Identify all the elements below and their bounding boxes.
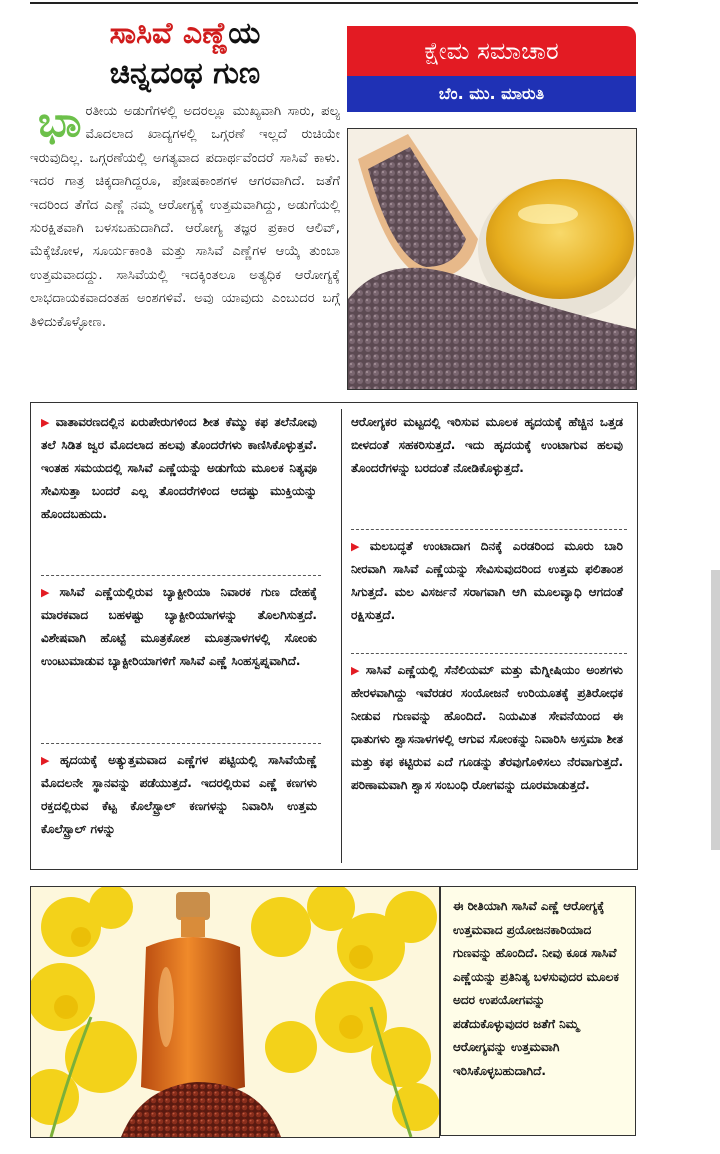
- section-divider: [41, 575, 321, 577]
- dropcap: ಭಾ: [38, 97, 82, 146]
- triangle-bullet-icon: ▶: [351, 540, 366, 553]
- benefit-text: ಮಲಬದ್ಧತೆ ಉಂಟಾದಾಗ ದಿನಕ್ಕೆ ಎರಡರಿಂದ ಮೂರು ಬಾರಿ ನೀರವಾಗಿ ಸಾಸಿವೆ ಎಣ್ಣೆಯನ್ನು ಸೇವಿಸುವುದರಿಂದ ಉತ್ತಮ ಫಲಿತಾಂಶ ಸಿಗುತ್ತದೆ. ಮಲ ವಿಸರ್ಜನೆ ಸರಾಗವಾಗಿ ಆಗಿ ಮೂಲವ್ಯಾಧಿ ಆಗದಂತೆ ರಕ್ಷಿಸುತ್ತದೆ.: [351, 539, 623, 622]
- mustard-seeds-oil-photo: [347, 128, 637, 390]
- section-divider: [351, 653, 627, 655]
- headline-black-suffix: ಯ: [228, 16, 261, 51]
- headline: [30, 14, 340, 94]
- column-title: ಕ್ಷೇಮ ಸಮಾಚಾರ: [347, 26, 636, 76]
- benefit-text: ವಾತಾವರಣದಲ್ಲಿನ ಏರುಪೇರುಗಳಿಂದ ಶೀತ ಕೆಮ್ಮು ಕಫ ತಲೆನೋವು ತಲೆ ಸಿಡಿತ ಜ್ವರ ಮೊದಲಾದ ಹಲವು ತೊಂದರೆಗಳು ಕಾಣಿಸಿಕೊಳ್ಳುತ್ತವೆ. ಇಂತಹ ಸಮಯದಲ್ಲಿ ಸಾಸಿವೆ ಎಣ್ಣೆಯನ್ನು ಅಡುಗೆಯ ಮೂಲಕ ನಿತ್ಯವೂ ಸೇವಿಸುತ್ತಾ ಬಂದರೆ ಎಲ್ಲ ತೊಂದರೆಗಳಿಂದ ಆದಷ್ಟು ಮುಕ್ತಿಯನ್ನು ಹೊಂದಬಹುದು.: [41, 415, 317, 521]
- benefit-heart: [41, 749, 317, 841]
- benefit-text: ಸಾಸಿವೆ ಎಣ್ಣೆಯಲ್ಲಿರುವ ಬ್ಯಾಕ್ಟೀರಿಯಾ ನಿವಾರಕ ಗುಣ ದೇಹಕ್ಕೆ ಮಾರಕವಾದ ಬಹಳಷ್ಟು ಬ್ಯಾಕ್ಟೀರಿಯಾಗಳನ್ನು ತೊಲಗಿಸುತ್ತದೆ. ವಿಶೇಷವಾಗಿ ಹೊಟ್ಟೆ ಮೂತ್ರಕೋಶ ಮೂತ್ರನಾಳಗಳಲ್ಲಿ ಸೋಂಕು ಉಂಟುಮಾಡುವ ಬ್ಯಾಕ್ಟೀರಿಯಾಗಳಿಗೆ ಸಾಸಿವೆ ಎಣ್ಣೆ ಸಿಂಹಸ್ವಪ್ನವಾಗಿದೆ.: [41, 585, 317, 668]
- outro-text: ಈ ರೀತಿಯಾಗಿ ಸಾಸಿವೆ ಎಣ್ಣೆ ಆರೋಗ್ಯಕ್ಕೆ ಉತ್ತಮವಾದ ಪ್ರಯೋಜನಕಾರಿಯಾದ ಗುಣವನ್ನು ಹೊಂದಿದೆ. ನೀವು ಕೂಡ ಸಾಸಿವೆ ಎಣ್ಣೆಯನ್ನು ಪ್ರತಿನಿತ್ಯ ಬಳಸುವುದರ ಮೂಲಕ ಅದರ ಉಪಯೋಗವನ್ನು ಪಡೆದುಕೊಳ್ಳುವುದರ ಜತೆಗೆ ನಿಮ್ಮ ಆರೋಗ್ಯವನ್ನು ಉತ್ತಮವಾಗಿ ಇರಿಸಿಕೊಳ್ಳಬಹುದಾಗಿದೆ.: [453, 899, 619, 1078]
- triangle-bullet-icon: ▶: [41, 416, 52, 429]
- benefit-text: ಸಾಸಿವೆ ಎಣ್ಣೆಯಲ್ಲಿ ಸೆನೆಲಿಯಮ್ ಮತ್ತು ಮೆಗ್ನೀಷಿಯಂ ಅಂಶಗಳು ಹೇರಳವಾಗಿದ್ದು ಇವೆರಡರ ಸಂಯೋಜನೆ ಉರಿಯೂತಕ್ಕೆ ಪ್ರತಿರೋಧಕ ನೀಡುವ ಗುಣವನ್ನು ಹೊಂದಿದೆ. ನಿಯಮಿತ ಸೇವನೆಯಿಂದ ಈ ಧಾತುಗಳು ಶ್ವಾಸನಾಳಗಳಲ್ಲಿ ಆಗುವ ಸೋಂಕನ್ನು ನಿವಾರಿಸಿ ಅಸ್ತಮಾ ಶೀತ ಮತ್ತು ಕಫ ಕಟ್ಟಿರುವ ಎದೆ ಗೂಡನ್ನು ತೆರವುಗೊಳಿಸಲು ನೆರವಾಗುತ್ತದೆ. ಪರಿಣಾಮವಾಗಿ ಶ್ವಾಸ ಸಂಬಂಧಿ ರೋಗವನ್ನು ದೂರಮಾಡುತ್ತದೆ.: [351, 663, 623, 792]
- triangle-bullet-icon: ▶: [41, 586, 56, 599]
- mustard-oil-bottle-photo: [30, 886, 440, 1138]
- triangle-bullet-icon: ▶: [351, 664, 362, 677]
- benefit-antibacterial: [41, 581, 317, 673]
- section-divider: [41, 743, 321, 745]
- triangle-bullet-icon: ▶: [41, 754, 57, 767]
- scrollbar[interactable]: [711, 570, 720, 850]
- benefit-text: ಆರೋಗ್ಯಕರ ಮಟ್ಟದಲ್ಲಿ ಇರಿಸುವ ಮೂಲಕ ಹೃದಯಕ್ಕೆ ಹೆಚ್ಚಿನ ಒತ್ತಡ ಬೀಳದಂತೆ ಸಹಕರಿಸುತ್ತದೆ. ಇದು ಹೃದಯಕ್ಕೆ ಉಂಟಾಗುವ ಹಲವು ತೊಂದರೆಗಳನ್ನು ಬರದಂತೆ ನೋಡಿಕೊಳ್ಳುತ್ತದೆ.: [351, 415, 623, 475]
- top-rule: [30, 2, 638, 4]
- intro-text: ರತೀಯ ಅಡುಗೆಗಳಲ್ಲಿ ಅದರಲ್ಲೂ ಮುಖ್ಯವಾಗಿ ಸಾರು, ಪಲ್ಯ ಮೊದಲಾದ ಖಾದ್ಯಗಳಲ್ಲಿ ಒಗ್ಗರಣೆ ಇಲ್ಲದೆ ರುಚಿಯೇ ಇರುವುದಿಲ್ಲ. ಒಗ್ಗರಣೆಯಲ್ಲಿ ಅಗತ್ಯವಾದ ಪದಾರ್ಥವೆಂದರೆ ಸಾಸಿವೆ ಕಾಳು. ಇದರ ಗಾತ್ರ ಚಿಕ್ಕದಾಗಿದ್ದರೂ, ಪೋಷಕಾಂಶಗಳ ಆಗರವಾಗಿದೆ. ಜತೆಗೆ ಇದರಿಂದ ತೆಗೆದ ಎಣ್ಣೆ ನಮ್ಮ ಆರೋಗ್ಯಕ್ಕೆ ಉತ್ತಮವಾಗಿದ್ದು, ಅಡುಗೆಯಲ್ಲಿ ಸುರಕ್ಷಿತವಾಗಿ ಬಳಸಬಹುದಾಗಿದೆ. ಆರೋಗ್ಯ ತಜ್ಞರ ಪ್ರಕಾರ ಆಲಿವ್, ಮೆಕ್ಕೆಜೋಳ, ಸೂರ್ಯಕಾಂತಿ ಮತ್ತು ಸಾಸಿವೆ ಎಣ್ಣೆಗಳ ಆಯ್ಕೆ ತುಂಬಾ ಉತ್ತಮವಾದದ್ದು. ಸಾಸಿವೆಯಲ್ಲಿ ಇದಕ್ಕಿಂತಲೂ ಅತ್ಯಧಿಕ ಆರೋಗ್ಯಕ್ಕೆ ಲಾಭದಾಯಕವಾದಂತಹ ಅಂಶಗಳಿವೆ. ಅವು ಯಾವುದು ಎಂಬುದರ ಬಗ್ಗೆ ತಿಳಿದುಕೊಳ್ಳೋಣ.: [30, 104, 340, 330]
- benefit-cold-cough: [41, 411, 317, 526]
- section-divider: [351, 529, 627, 531]
- benefits-box: [30, 402, 638, 870]
- column-banner: [347, 26, 636, 114]
- benefit-text: ಹೃದಯಕ್ಕೆ ಅತ್ಯುತ್ತಮವಾದ ಎಣ್ಣೆಗಳ ಪಟ್ಟಿಯಲ್ಲಿ ಸಾಸಿವೆಯೆಣ್ಣೆ ಮೊದಲನೇ ಸ್ಥಾನವನ್ನು ಪಡೆಯುತ್ತದೆ. ಇದರಲ್ಲಿರುವ ಎಣ್ಣೆ ಕಣಗಳು ರಕ್ತದಲ್ಲಿರುವ ಕೆಟ್ಟ ಕೊಲೆಸ್ಟ್ರಾಲ್ ಕಣಗಳನ್ನು ನಿವಾರಿಸಿ ಉತ್ತಮ ಕೊಲೆಸ್ಟ್ರಾಲ್ ಗಳನ್ನು: [41, 753, 317, 836]
- intro-paragraph: [30, 97, 340, 334]
- benefit-heart-continued: [351, 411, 623, 480]
- author-name: ಬೆಂ. ಮು. ಮಾರುತಿ: [347, 76, 636, 112]
- outro-box: [440, 886, 636, 1136]
- mustard-seeds-illustration: [348, 129, 636, 389]
- headline-line2: ಚಿನ್ನದಂಥ ಗುಣ: [109, 56, 261, 91]
- benefit-constipation: [351, 535, 623, 627]
- headline-red: ಸಾಸಿವೆ ಎಣ್ಣೆ: [109, 16, 229, 51]
- headline-line1: [30, 14, 340, 54]
- mustard-flowers-illustration: [31, 887, 439, 1137]
- benefit-respiratory: [351, 659, 623, 797]
- column-divider: [341, 409, 342, 863]
